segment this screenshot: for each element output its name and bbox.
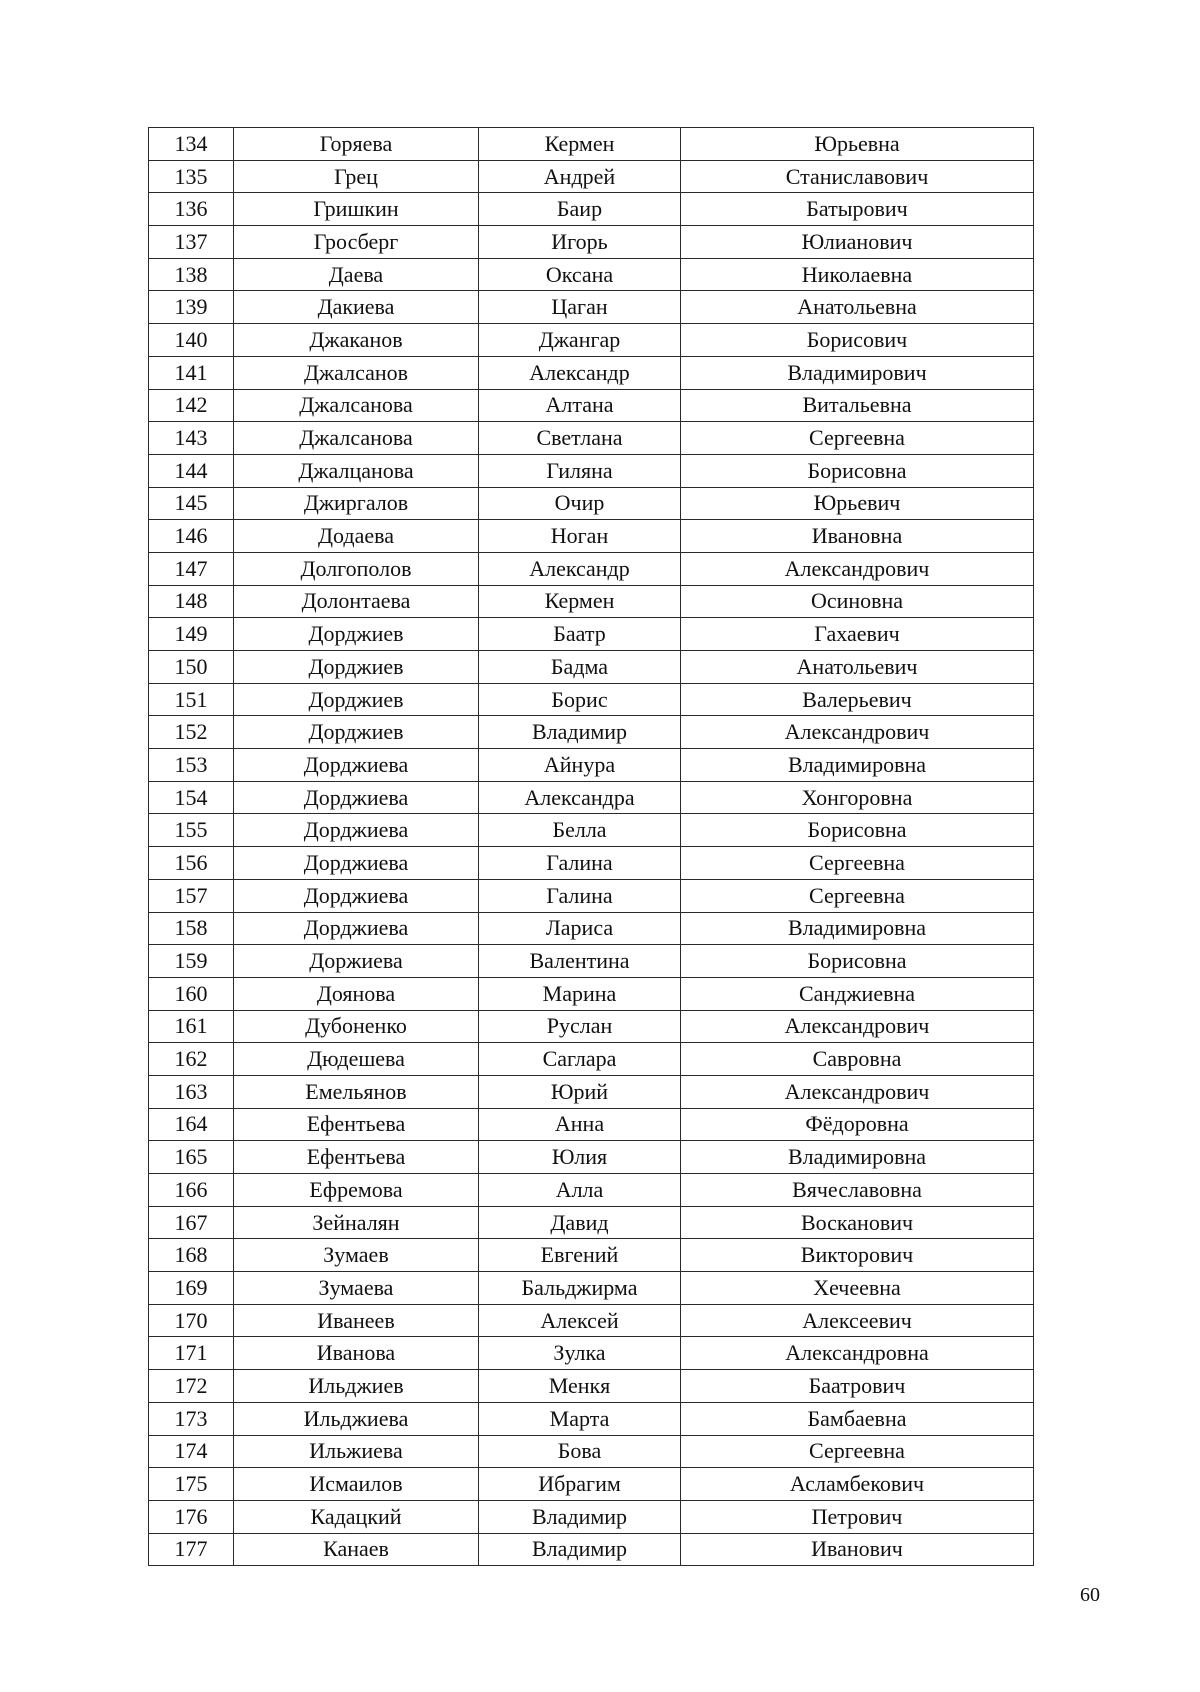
table-row — [149, 879, 1034, 912]
patronymic-cell: Александровна — [681, 1337, 1034, 1370]
surname-cell: Дорджиев — [234, 683, 479, 716]
surname-cell: Зумаева — [234, 1272, 479, 1305]
patronymic-cell: Юлианович — [681, 226, 1034, 259]
patronymic-cell: Баатрович — [681, 1370, 1034, 1403]
patronymic-cell: Юрьевич — [681, 487, 1034, 520]
surname-cell: Джиргалов — [234, 487, 479, 520]
first-name-cell: Евгений — [479, 1239, 681, 1272]
surname-cell: Гришкин — [234, 193, 479, 226]
patronymic-cell: Хечеевна — [681, 1272, 1034, 1305]
table-row — [149, 912, 1034, 945]
surname-cell: Дакиева — [234, 291, 479, 324]
first-name-cell: Оксана — [479, 258, 681, 291]
table-row — [149, 1206, 1034, 1239]
first-name-cell: Галина — [479, 847, 681, 880]
row-number-cell: 150 — [149, 651, 234, 684]
row-number-cell: 157 — [149, 879, 234, 912]
row-number-cell: 149 — [149, 618, 234, 651]
table-row — [149, 1500, 1034, 1533]
first-name-cell: Алла — [479, 1174, 681, 1207]
first-name-cell: Ноган — [479, 520, 681, 553]
patronymic-cell: Александрович — [681, 716, 1034, 749]
row-number-cell: 135 — [149, 160, 234, 193]
surname-cell: Дорджиева — [234, 814, 479, 847]
row-number-cell: 164 — [149, 1108, 234, 1141]
table-row — [149, 454, 1034, 487]
first-name-cell: Алтана — [479, 389, 681, 422]
surname-cell: Долонтаева — [234, 585, 479, 618]
table-row — [149, 749, 1034, 782]
first-name-cell: Айнура — [479, 749, 681, 782]
table-row — [149, 552, 1034, 585]
surname-cell: Зейналян — [234, 1206, 479, 1239]
patronymic-cell: Владимировна — [681, 1141, 1034, 1174]
surname-cell: Ефремова — [234, 1174, 479, 1207]
surname-cell: Дорджиева — [234, 749, 479, 782]
first-name-cell: Игорь — [479, 226, 681, 259]
table-row — [149, 1174, 1034, 1207]
surname-cell: Ильджиев — [234, 1370, 479, 1403]
row-number-cell: 134 — [149, 128, 234, 161]
row-number-cell: 166 — [149, 1174, 234, 1207]
patronymic-cell: Борисовна — [681, 945, 1034, 978]
surname-cell: Доржиева — [234, 945, 479, 978]
table-row — [149, 1402, 1034, 1435]
surname-cell: Джаканов — [234, 324, 479, 357]
patronymic-cell: Валерьевич — [681, 683, 1034, 716]
row-number-cell: 153 — [149, 749, 234, 782]
roster-table-body — [149, 128, 1034, 1566]
row-number-cell: 156 — [149, 847, 234, 880]
table-row — [149, 487, 1034, 520]
patronymic-cell: Санджиевна — [681, 977, 1034, 1010]
surname-cell: Канаев — [234, 1533, 479, 1566]
table-row — [149, 1010, 1034, 1043]
patronymic-cell: Владимирович — [681, 356, 1034, 389]
surname-cell: Кадацкий — [234, 1500, 479, 1533]
table-row — [149, 683, 1034, 716]
row-number-cell: 169 — [149, 1272, 234, 1305]
surname-cell: Джалсанова — [234, 422, 479, 455]
row-number-cell: 152 — [149, 716, 234, 749]
first-name-cell: Саглара — [479, 1043, 681, 1076]
row-number-cell: 137 — [149, 226, 234, 259]
table-row — [149, 128, 1034, 161]
patronymic-cell: Савровна — [681, 1043, 1034, 1076]
row-number-cell: 142 — [149, 389, 234, 422]
surname-cell: Дорджиева — [234, 912, 479, 945]
surname-cell: Емельянов — [234, 1075, 479, 1108]
row-number-cell: 161 — [149, 1010, 234, 1043]
surname-cell: Даева — [234, 258, 479, 291]
patronymic-cell: Витальевна — [681, 389, 1034, 422]
table-row — [149, 389, 1034, 422]
patronymic-cell: Батырович — [681, 193, 1034, 226]
row-number-cell: 176 — [149, 1500, 234, 1533]
table-row — [149, 1043, 1034, 1076]
table-row — [149, 1533, 1034, 1566]
surname-cell: Долгополов — [234, 552, 479, 585]
patronymic-cell: Александрович — [681, 1075, 1034, 1108]
table-row — [149, 1304, 1034, 1337]
first-name-cell: Бадма — [479, 651, 681, 684]
table-row — [149, 258, 1034, 291]
surname-cell: Горяева — [234, 128, 479, 161]
first-name-cell: Цаган — [479, 291, 681, 324]
patronymic-cell: Анатольевич — [681, 651, 1034, 684]
table-row — [149, 1435, 1034, 1468]
surname-cell: Гросберг — [234, 226, 479, 259]
table-row — [149, 618, 1034, 651]
surname-cell: Дорджиев — [234, 618, 479, 651]
surname-cell: Дорджиев — [234, 651, 479, 684]
first-name-cell: Руслан — [479, 1010, 681, 1043]
first-name-cell: Бова — [479, 1435, 681, 1468]
patronymic-cell: Станиславович — [681, 160, 1034, 193]
patronymic-cell: Петрович — [681, 1500, 1034, 1533]
first-name-cell: Кермен — [479, 128, 681, 161]
first-name-cell: Марина — [479, 977, 681, 1010]
patronymic-cell: Асламбекович — [681, 1468, 1034, 1501]
patronymic-cell: Бамбаевна — [681, 1402, 1034, 1435]
surname-cell: Дорджиева — [234, 847, 479, 880]
first-name-cell: Андрей — [479, 160, 681, 193]
table-row — [149, 781, 1034, 814]
page-number: 60 — [1080, 1584, 1100, 1606]
row-number-cell: 171 — [149, 1337, 234, 1370]
patronymic-cell: Александрович — [681, 1010, 1034, 1043]
surname-cell: Додаева — [234, 520, 479, 553]
table-row — [149, 1370, 1034, 1403]
row-number-cell: 160 — [149, 977, 234, 1010]
first-name-cell: Александра — [479, 781, 681, 814]
patronymic-cell: Вячеславовна — [681, 1174, 1034, 1207]
table-row — [149, 324, 1034, 357]
row-number-cell: 141 — [149, 356, 234, 389]
first-name-cell: Александр — [479, 552, 681, 585]
row-number-cell: 148 — [149, 585, 234, 618]
first-name-cell: Владимир — [479, 1500, 681, 1533]
row-number-cell: 151 — [149, 683, 234, 716]
surname-cell: Иванова — [234, 1337, 479, 1370]
first-name-cell: Белла — [479, 814, 681, 847]
patronymic-cell: Юрьевна — [681, 128, 1034, 161]
first-name-cell: Баир — [479, 193, 681, 226]
patronymic-cell: Николаевна — [681, 258, 1034, 291]
surname-cell: Дорджиева — [234, 781, 479, 814]
first-name-cell: Кермен — [479, 585, 681, 618]
table-row — [149, 1468, 1034, 1501]
first-name-cell: Бальджирма — [479, 1272, 681, 1305]
table-row — [149, 291, 1034, 324]
row-number-cell: 172 — [149, 1370, 234, 1403]
first-name-cell: Светлана — [479, 422, 681, 455]
patronymic-cell: Гахаевич — [681, 618, 1034, 651]
surname-cell: Джалцанова — [234, 454, 479, 487]
table-row — [149, 193, 1034, 226]
table-row — [149, 847, 1034, 880]
table-row — [149, 1337, 1034, 1370]
first-name-cell: Юлия — [479, 1141, 681, 1174]
patronymic-cell: Сергеевна — [681, 847, 1034, 880]
surname-cell: Джалсанов — [234, 356, 479, 389]
table-row — [149, 356, 1034, 389]
row-number-cell: 174 — [149, 1435, 234, 1468]
patronymic-cell: Хонгоровна — [681, 781, 1034, 814]
surname-cell: Исмаилов — [234, 1468, 479, 1501]
table-row — [149, 1108, 1034, 1141]
first-name-cell: Марта — [479, 1402, 681, 1435]
surname-cell: Доянова — [234, 977, 479, 1010]
first-name-cell: Валентина — [479, 945, 681, 978]
first-name-cell: Джангар — [479, 324, 681, 357]
first-name-cell: Лариса — [479, 912, 681, 945]
first-name-cell: Владимир — [479, 1533, 681, 1566]
patronymic-cell: Сергеевна — [681, 1435, 1034, 1468]
row-number-cell: 140 — [149, 324, 234, 357]
surname-cell: Дубоненко — [234, 1010, 479, 1043]
row-number-cell: 170 — [149, 1304, 234, 1337]
patronymic-cell: Алексеевич — [681, 1304, 1034, 1337]
roster-table — [148, 127, 1034, 1566]
row-number-cell: 163 — [149, 1075, 234, 1108]
table-row — [149, 1075, 1034, 1108]
row-number-cell: 168 — [149, 1239, 234, 1272]
table-row — [149, 1272, 1034, 1305]
table-row — [149, 977, 1034, 1010]
patronymic-cell: Ивановна — [681, 520, 1034, 553]
surname-cell: Ефентьева — [234, 1141, 479, 1174]
patronymic-cell: Александрович — [681, 552, 1034, 585]
first-name-cell: Александр — [479, 356, 681, 389]
row-number-cell: 139 — [149, 291, 234, 324]
first-name-cell: Баатр — [479, 618, 681, 651]
row-number-cell: 165 — [149, 1141, 234, 1174]
row-number-cell: 138 — [149, 258, 234, 291]
table-row — [149, 1239, 1034, 1272]
first-name-cell: Юрий — [479, 1075, 681, 1108]
first-name-cell: Борис — [479, 683, 681, 716]
surname-cell: Ильджиева — [234, 1402, 479, 1435]
row-number-cell: 159 — [149, 945, 234, 978]
table-row — [149, 585, 1034, 618]
surname-cell: Дюдешева — [234, 1043, 479, 1076]
first-name-cell: Алексей — [479, 1304, 681, 1337]
first-name-cell: Анна — [479, 1108, 681, 1141]
patronymic-cell: Сергеевна — [681, 879, 1034, 912]
surname-cell: Ильжиева — [234, 1435, 479, 1468]
surname-cell: Грец — [234, 160, 479, 193]
first-name-cell: Менкя — [479, 1370, 681, 1403]
patronymic-cell: Борисовна — [681, 814, 1034, 847]
surname-cell: Дорджиева — [234, 879, 479, 912]
table-row — [149, 160, 1034, 193]
first-name-cell: Владимир — [479, 716, 681, 749]
row-number-cell: 177 — [149, 1533, 234, 1566]
patronymic-cell: Осиновна — [681, 585, 1034, 618]
patronymic-cell: Борисовна — [681, 454, 1034, 487]
row-number-cell: 143 — [149, 422, 234, 455]
first-name-cell: Галина — [479, 879, 681, 912]
surname-cell: Зумаев — [234, 1239, 479, 1272]
row-number-cell: 155 — [149, 814, 234, 847]
row-number-cell: 144 — [149, 454, 234, 487]
table-row — [149, 1141, 1034, 1174]
table-row — [149, 814, 1034, 847]
row-number-cell: 173 — [149, 1402, 234, 1435]
patronymic-cell: Викторович — [681, 1239, 1034, 1272]
row-number-cell: 136 — [149, 193, 234, 226]
patronymic-cell: Владимировна — [681, 749, 1034, 782]
first-name-cell: Зулка — [479, 1337, 681, 1370]
row-number-cell: 146 — [149, 520, 234, 553]
first-name-cell: Ибрагим — [479, 1468, 681, 1501]
row-number-cell: 147 — [149, 552, 234, 585]
surname-cell: Дорджиев — [234, 716, 479, 749]
row-number-cell: 175 — [149, 1468, 234, 1501]
table-row — [149, 422, 1034, 455]
table-row — [149, 520, 1034, 553]
patronymic-cell: Анатольевна — [681, 291, 1034, 324]
patronymic-cell: Борисович — [681, 324, 1034, 357]
surname-cell: Ефентьева — [234, 1108, 479, 1141]
surname-cell: Джалсанова — [234, 389, 479, 422]
first-name-cell: Давид — [479, 1206, 681, 1239]
table-row — [149, 945, 1034, 978]
first-name-cell: Гиляна — [479, 454, 681, 487]
patronymic-cell: Иванович — [681, 1533, 1034, 1566]
table-row — [149, 226, 1034, 259]
table-row — [149, 716, 1034, 749]
row-number-cell: 145 — [149, 487, 234, 520]
patronymic-cell: Сергеевна — [681, 422, 1034, 455]
row-number-cell: 162 — [149, 1043, 234, 1076]
row-number-cell: 158 — [149, 912, 234, 945]
surname-cell: Иванеев — [234, 1304, 479, 1337]
patronymic-cell: Восканович — [681, 1206, 1034, 1239]
patronymic-cell: Владимировна — [681, 912, 1034, 945]
row-number-cell: 154 — [149, 781, 234, 814]
table-row — [149, 651, 1034, 684]
row-number-cell: 167 — [149, 1206, 234, 1239]
first-name-cell: Очир — [479, 487, 681, 520]
patronymic-cell: Фёдоровна — [681, 1108, 1034, 1141]
